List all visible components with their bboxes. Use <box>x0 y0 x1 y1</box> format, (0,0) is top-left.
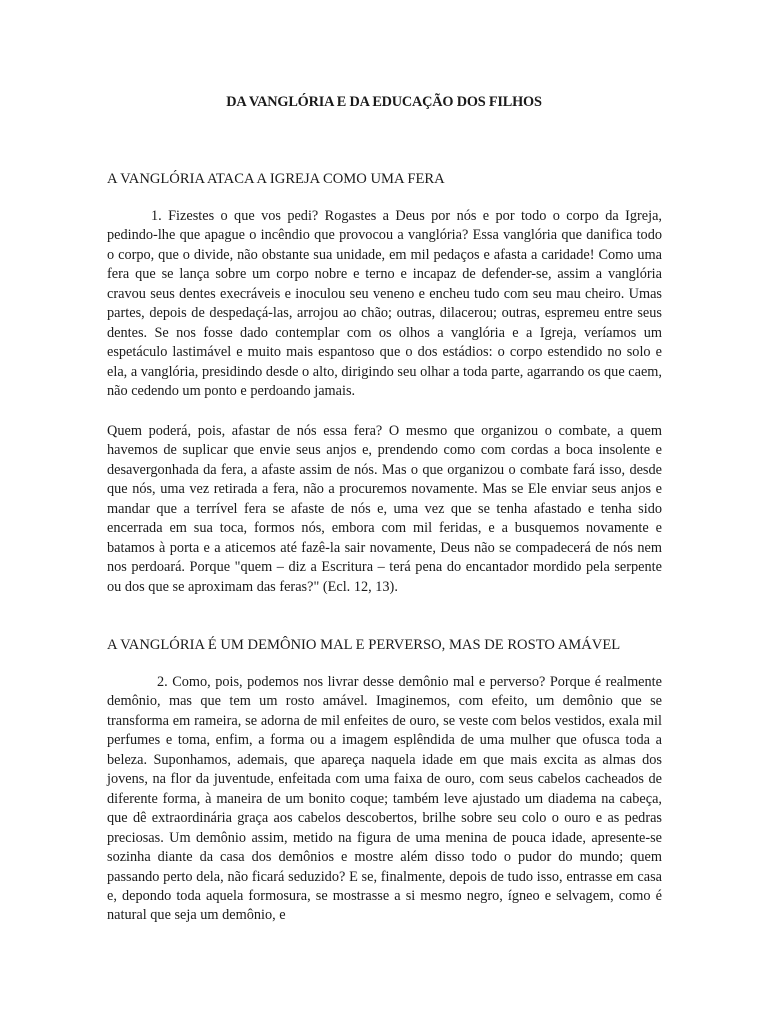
section-heading-2: A VANGLÓRIA É UM DEMÔNIO MAL E PERVERSO, MAS DE ROSTO AMÁVEL <box>107 637 621 653</box>
section-heading-1: A VANGLÓRIA ATACA A IGREJA COMO UMA FERA <box>107 171 445 187</box>
paragraph-3: 2. Como, pois, podemos nos livrar desse demônio mal e perverso? Porque é realmente demônio, mas que tem um rosto amável. Imaginemos, com efeito, um demônio que se transforma em rameira, se adorna de mil enfeites de ouro, se veste com belos vestidos, exala mil perfumes e toma, enfim, a forma ou a imagem esplêndida de uma mulher que ofusca toda a beleza. Suponhamos, ademais, que apareça naquela idade em que mais excita as almas dos jovens, na flor da juventude, enfeitada com uma faixa de ouro, com seus cabelos cacheados de diferente forma, à maneira de um bonito coque; também leve ajustado um diadema na cabeça, que dê extraordinária graça aos cabelos descobertos, brilhe sobre seu colo o ouro e as pedras preciosas. Um demônio assim, metido na figura de uma menina de pouca idade, apresente-se sozinha diante da casa dos demônios e mostre além disso todo o pudor do mundo; quem passando perto dela, não ficará seduzido? E se, finalmente, depois de tudo isso, entrasse em casa e, depondo toda aquela formosura, se mostrasse a si mesmo negro, ígneo e selvagem, como é natural que seja um demônio, e <box>107 674 662 924</box>
paragraph-2: Quem poderá, pois, afastar de nós essa fera? O mesmo que organizou o combate, a quem havemos de suplicar que envie seus anjos e, prendendo como com cordas a boca insolente e desavergonhada da fera, a afaste assim de nós. Mas o que organizou o combate fará isso, desde que nós, uma vez retirada a fera, não a procuremos novamente. Mas se Ele enviar seus anjos e mandar que a terrível fera se afaste de nós e, uma vez que se tenha afastado e tenha sido encerrada em sua toca, formos nós, embora com mil feridas, e a busquemos novamente e batamos à porta e a aticemos até fazê-la sair novamente, Deus não se compadecerá de nós nem nos perdoará. Porque "quem – diz a Escritura – terá pena do encantador mordido pela serpente ou dos que se aproximam das feras?" (Ecl. 12, 13). <box>107 423 662 595</box>
document-title: DA VANGLÓRIA E DA EDUCAÇÃO DOS FILHOS <box>226 94 542 110</box>
paragraph-1: 1. Fizestes o que vos pedi? Rogastes a Deus por nós e por todo o corpo da Igreja, pedindo-lhe que apague o incêndio que provocou a vanglória? Essa vanglória que danifica todo o corpo, que o divide, não obstante sua unidade, em mil pedaços e afasta a caridade! Como uma fera que se lança sobre um corpo nobre e terno e incapaz de defender-se, assim a vanglória cravou seus dentes execráveis e inoculou seu veneno e encheu tudo com seu mau cheiro. Umas partes, depois de despedaçá-las, arrojou ao chão; outras, dilacerou; outras, espremeu entre seus dentes. Se nos fosse dado contemplar com os olhos a vanglória e a Igreja, veríamos um espetáculo lastimável e muito mais espantoso que o dos estádios: o corpo estendido no solo e ela, a vanglória, presidindo desde o alto, dirigindo seu olhar a toda parte, agarrando os que caem, não cedendo um ponto e perdoando jamais. <box>107 208 662 400</box>
